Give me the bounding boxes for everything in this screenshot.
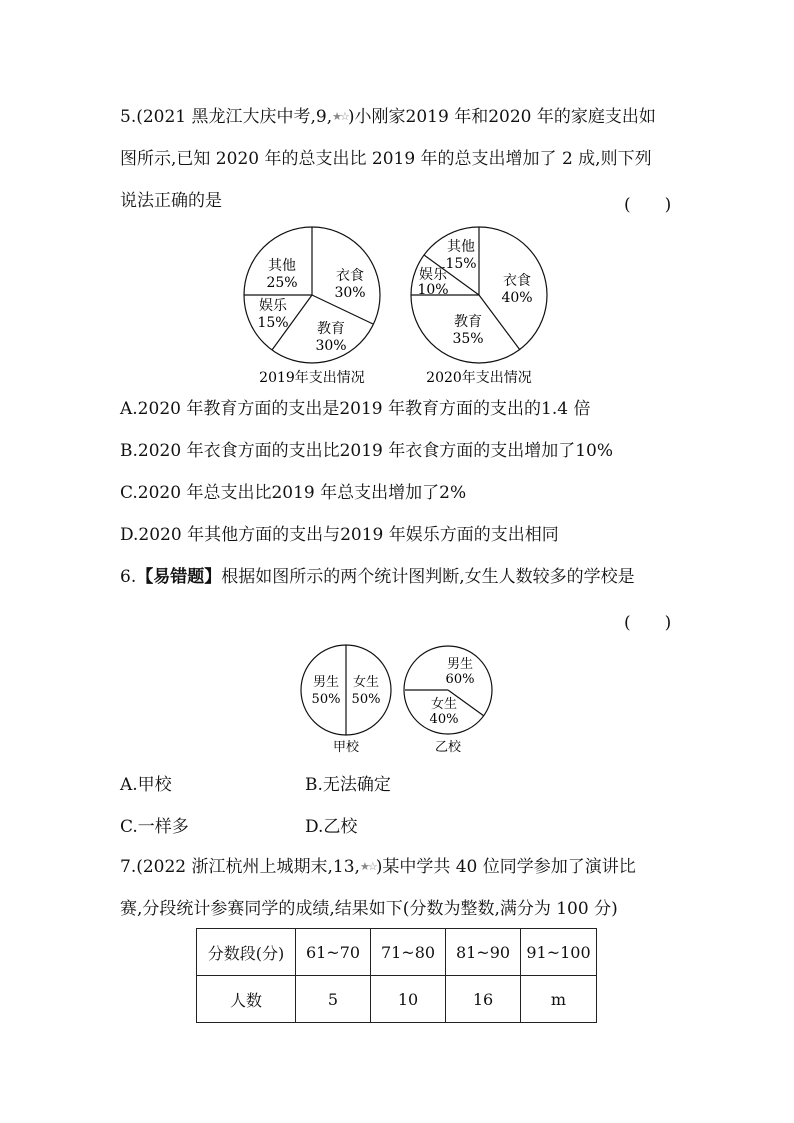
q5-option-a: A.2020 年教育方面的支出是2019 年教育方面的支出的1.4 倍 xyxy=(120,399,591,419)
pie-2019-label-other: 其他 xyxy=(268,258,296,274)
pie-yi-label-boys: 男生 xyxy=(446,657,474,672)
table-cell: 人数 xyxy=(197,976,296,1023)
table-cell: m xyxy=(521,976,597,1023)
q5-answer-bracket: ( ) xyxy=(624,195,672,215)
q5-option-d: D.2020 年其他方面的支出与2019 年娱乐方面的支出相同 xyxy=(120,525,559,545)
q6-option-a: A.甲校 xyxy=(120,775,172,795)
table-cell: 10 xyxy=(371,976,446,1023)
q6-option-d: D.乙校 xyxy=(305,817,358,837)
pie-jia-label-girls: 女生 xyxy=(352,675,380,690)
q5-stem-line3: 说法正确的是 xyxy=(120,191,222,211)
q6-pie-charts xyxy=(296,640,496,760)
pie-2020-value-food: 40% xyxy=(501,290,533,306)
pie-yi-label-girls: 女生 xyxy=(430,697,458,712)
pie-2019-value-other: 25% xyxy=(266,275,298,291)
table-header-cell: 61~70 xyxy=(296,929,371,976)
q6-stem: 6.【易错题】根据如图所示的两个统计图判断,女生人数较多的学校是 xyxy=(120,567,635,587)
q5-stem-line2: 图所示,已知 2020 年的总支出比 2019 年的总支出增加了 2 成,则下列 xyxy=(120,149,652,169)
difficulty-stars-icon: ★☆ xyxy=(359,860,376,873)
pie-2020-label-education: 教育 xyxy=(454,314,482,330)
table-header-cell: 分数段(分) xyxy=(197,929,296,976)
pie-2019-value-education: 30% xyxy=(315,338,347,354)
pie-jia-title: 甲校 xyxy=(332,740,360,755)
q7-stem-line2: 赛,分段统计参赛同学的成绩,结果如下(分数为整数,满分为 100 分) xyxy=(120,899,618,919)
table-row xyxy=(197,976,597,1023)
pie-yi-value-girls: 40% xyxy=(429,712,459,727)
q5-option-c: C.2020 年总支出比2019 年总支出增加了2% xyxy=(120,483,467,503)
pie-yi-title: 乙校 xyxy=(434,740,462,755)
q5-pie-charts xyxy=(230,215,560,395)
q6-option-c: C.一样多 xyxy=(120,817,189,837)
table-header-cell: 81~90 xyxy=(446,929,521,976)
table-header-cell: 71~80 xyxy=(371,929,446,976)
q5-option-b: B.2020 年衣食方面的支出比2019 年衣食方面的支出增加了10% xyxy=(120,441,614,461)
pie-2020-label-other: 其他 xyxy=(447,239,475,255)
pie-2020-label-entertainment: 娱乐 xyxy=(419,267,447,283)
pie-2019-value-entertainment: 15% xyxy=(257,315,289,331)
table-header-cell: 91~100 xyxy=(521,929,597,976)
pie-jia-label-boys: 男生 xyxy=(312,675,340,690)
difficulty-stars-icon: ★☆ xyxy=(332,110,348,123)
pie-2020-title: 2020年支出情况 xyxy=(426,370,532,386)
q6-answer-bracket: ( ) xyxy=(624,613,672,633)
q5-stem-line1: 5.(2021 黑龙江大庆中考,9,★☆)小刚家2019 年和2020 年的家庭支出如 xyxy=(120,107,656,127)
pie-2020-value-education: 35% xyxy=(452,331,484,347)
table-cell: 5 xyxy=(296,976,371,1023)
pie-2019-value-food: 30% xyxy=(334,285,366,301)
pie-jia-value-boys: 50% xyxy=(311,692,341,707)
pie-2020-label-food: 衣食 xyxy=(503,273,531,289)
pie-2019-label-education: 教育 xyxy=(317,321,345,337)
pie-yi-value-boys: 60% xyxy=(445,672,475,687)
pie-2019-title: 2019年支出情况 xyxy=(259,370,365,386)
pie-2020-value-entertainment: 10% xyxy=(417,282,449,298)
score-table xyxy=(196,928,597,1023)
q6-option-b: B.无法确定 xyxy=(305,775,391,795)
error-prone-tag: 【易错题】 xyxy=(136,567,222,587)
pie-2020-value-other: 15% xyxy=(445,256,477,272)
q7-stem-line1: 7.(2022 浙江杭州上城期末,13,★☆)某中学共 40 位同学参加了演讲比 xyxy=(120,857,636,877)
table-row xyxy=(197,929,597,976)
pie-2019-label-food: 衣食 xyxy=(336,268,364,284)
pie-jia-value-girls: 50% xyxy=(351,692,381,707)
pie-2019-label-entertainment: 娱乐 xyxy=(259,298,287,314)
table-cell: 16 xyxy=(446,976,521,1023)
